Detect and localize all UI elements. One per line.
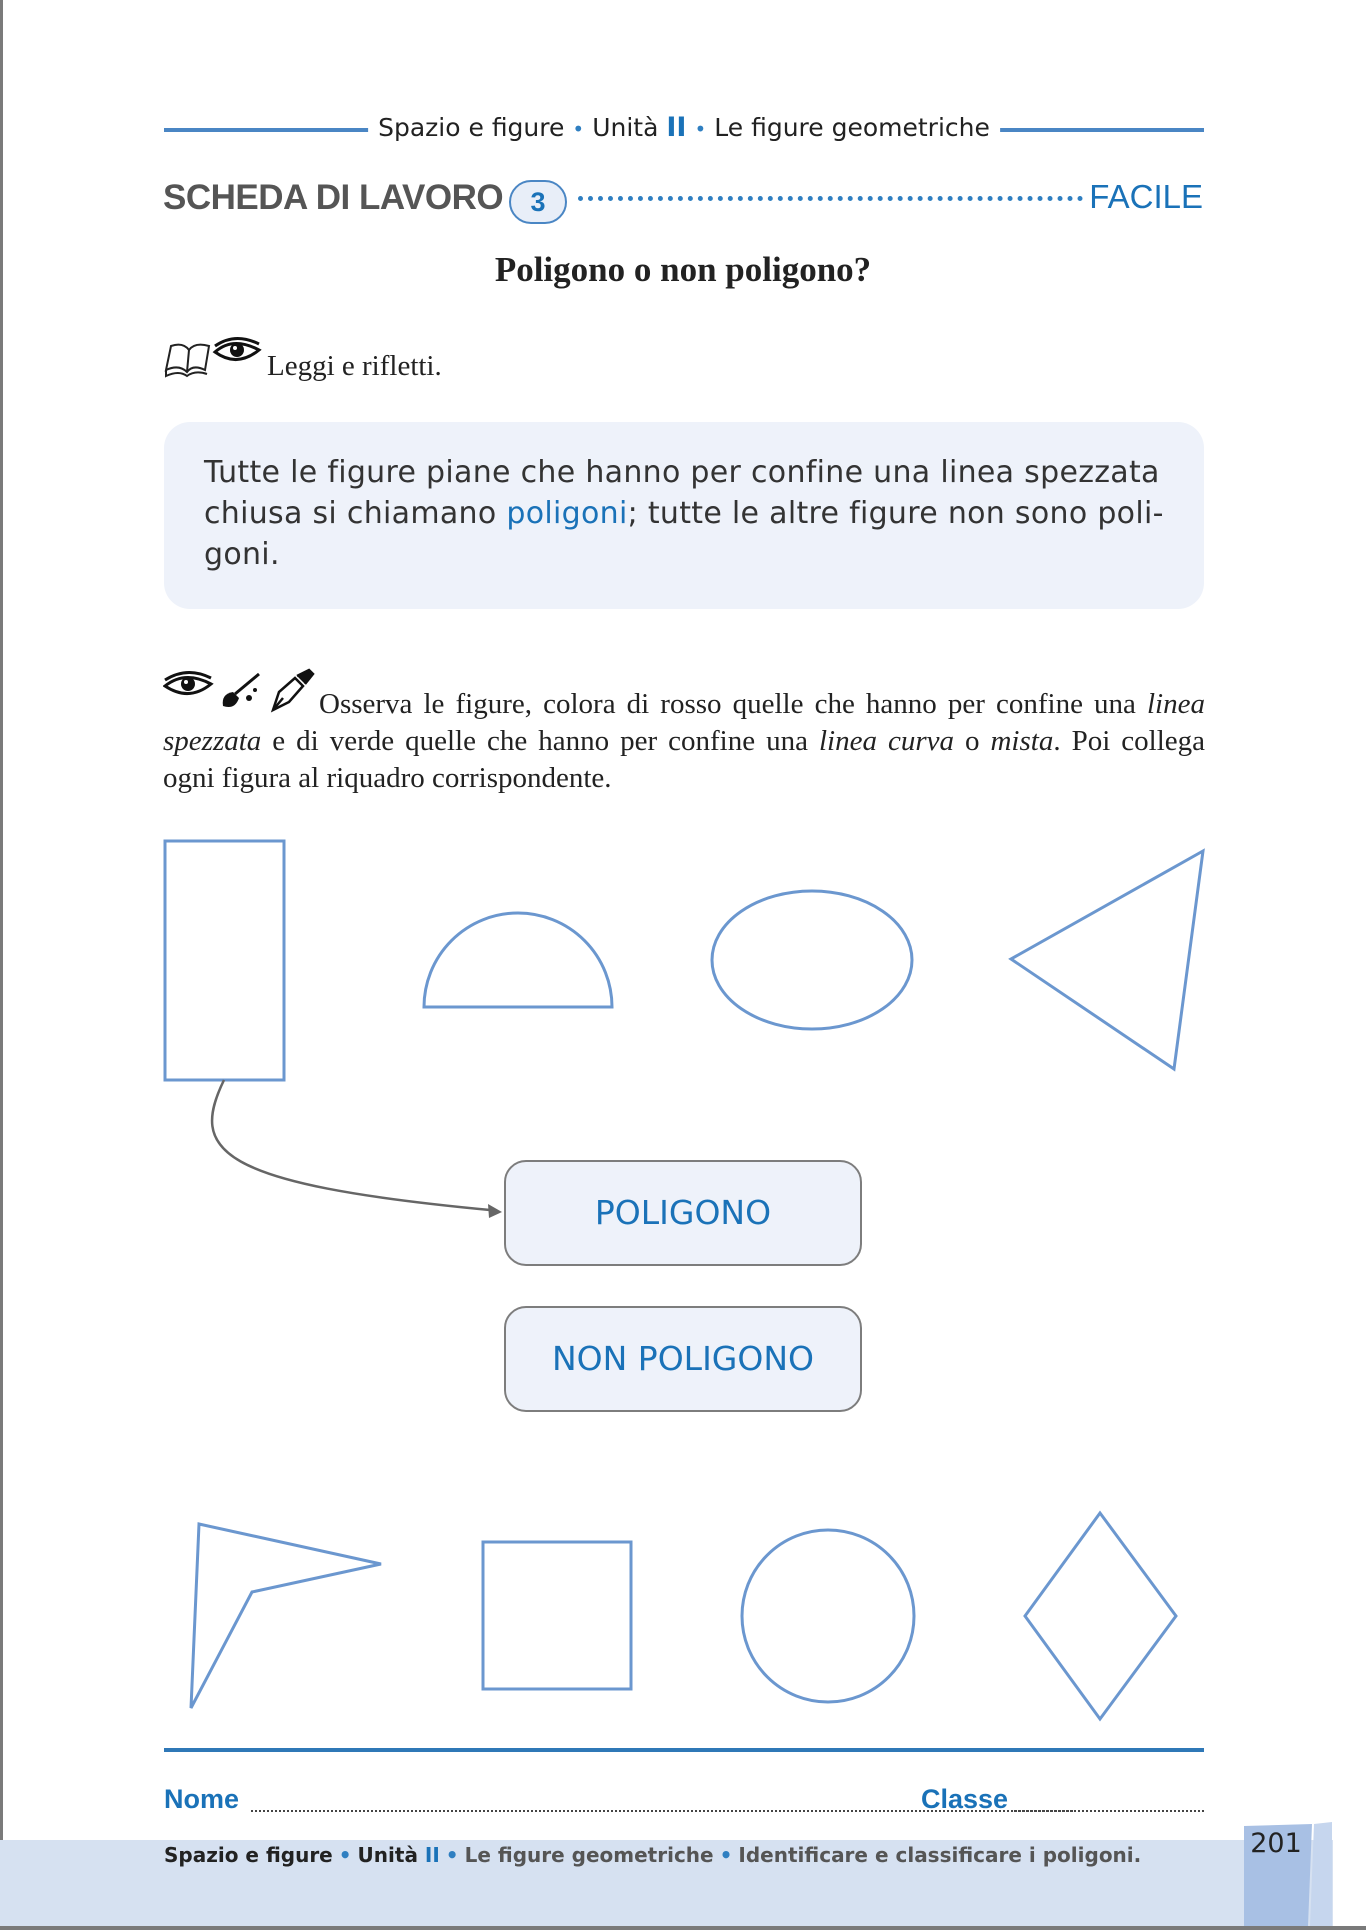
difficulty-level: FACILE bbox=[1089, 178, 1203, 215]
header-section: Spazio e figure bbox=[378, 113, 565, 142]
page-title: Poligono o non poligono? bbox=[494, 250, 872, 289]
footer-unit-number: II bbox=[424, 1843, 440, 1867]
page-bottom-edge bbox=[0, 1926, 1366, 1930]
footer-topic: Le figure geometriche bbox=[464, 1843, 714, 1867]
instruction-text: o bbox=[953, 725, 991, 757]
poligono-box[interactable]: POLIGONO bbox=[504, 1160, 862, 1266]
figure-concave-quadrilateral[interactable] bbox=[191, 1524, 381, 1708]
definition-box bbox=[164, 422, 1204, 609]
bullet-separator: • bbox=[572, 117, 585, 141]
name-label: Nome bbox=[164, 1784, 240, 1814]
definition-text-end: ; tutte le altre figure non sono poli-goni. bbox=[204, 496, 1164, 572]
figure-square[interactable] bbox=[483, 1542, 631, 1689]
bullet-separator: • bbox=[338, 1843, 352, 1867]
page-number: 201 bbox=[1250, 1828, 1302, 1859]
connector-arrow bbox=[212, 1080, 502, 1218]
bullet-separator: • bbox=[445, 1843, 459, 1867]
footer-section: Spazio e figure bbox=[164, 1843, 333, 1867]
worksheet-number-badge: 3 bbox=[509, 180, 567, 224]
footer-objective: Identificare e classificare i poligoni. bbox=[738, 1843, 1142, 1867]
worksheet-label: SCHEDA DI LAVORO bbox=[163, 178, 504, 217]
instruction-text: Osserva le figure, colora di rosso quelle che hanno per confine una bbox=[319, 688, 1147, 720]
eye-icon bbox=[215, 338, 259, 359]
instruction-emphasis: mista bbox=[990, 725, 1054, 757]
header-topic: Le figure geometriche bbox=[714, 113, 990, 142]
figure-semicircle[interactable] bbox=[424, 913, 612, 1007]
instruction-emphasis: linea spezzata bbox=[163, 688, 1205, 757]
header-text bbox=[368, 112, 1000, 143]
non-poligono-box[interactable]: NON POLIGONO bbox=[504, 1306, 862, 1412]
pen-icon bbox=[273, 670, 313, 710]
instruction-text: . Poi collega ogni figura al riquadro corrispondente. bbox=[163, 725, 1205, 794]
running-header bbox=[164, 112, 1204, 148]
footer-text bbox=[164, 1843, 1141, 1867]
book-eye-icons bbox=[163, 336, 263, 382]
instruction-text: Leggi e rifletti. bbox=[267, 350, 442, 382]
class-label: Classe bbox=[921, 1784, 1009, 1814]
eye-icon bbox=[165, 672, 211, 693]
footer-rule bbox=[164, 1748, 1204, 1752]
bullet-separator: • bbox=[694, 117, 707, 141]
figure-triangle[interactable] bbox=[1011, 851, 1203, 1069]
instruction-emphasis: linea curva bbox=[818, 725, 954, 757]
student-info-row bbox=[164, 1784, 1204, 1820]
instruction-text: e di verde quelle che hanno per confine una bbox=[261, 725, 819, 757]
figure-rectangle[interactable] bbox=[165, 841, 284, 1080]
footer-unit-label: Unità bbox=[357, 1843, 418, 1867]
bullet-separator: • bbox=[719, 1843, 733, 1867]
instruction-observe bbox=[163, 668, 1205, 797]
figure-ellipse[interactable] bbox=[712, 891, 912, 1029]
instruction-icons bbox=[163, 668, 323, 718]
definition-text: Tutte le figure piane che hanno per confine una linea spezzata chiusa si chiamano bbox=[204, 455, 1160, 531]
header-unit-number: II bbox=[666, 112, 687, 143]
figure-rhombus[interactable] bbox=[1025, 1513, 1176, 1719]
dotted-leader bbox=[578, 196, 1083, 201]
book-icon bbox=[166, 345, 209, 376]
header-unit-label: Unità bbox=[592, 113, 659, 142]
class-field[interactable] bbox=[1011, 1810, 1204, 1812]
brush-icon bbox=[223, 674, 259, 707]
definition-keyword: poligoni bbox=[506, 496, 628, 531]
figure-circle[interactable] bbox=[742, 1530, 914, 1702]
